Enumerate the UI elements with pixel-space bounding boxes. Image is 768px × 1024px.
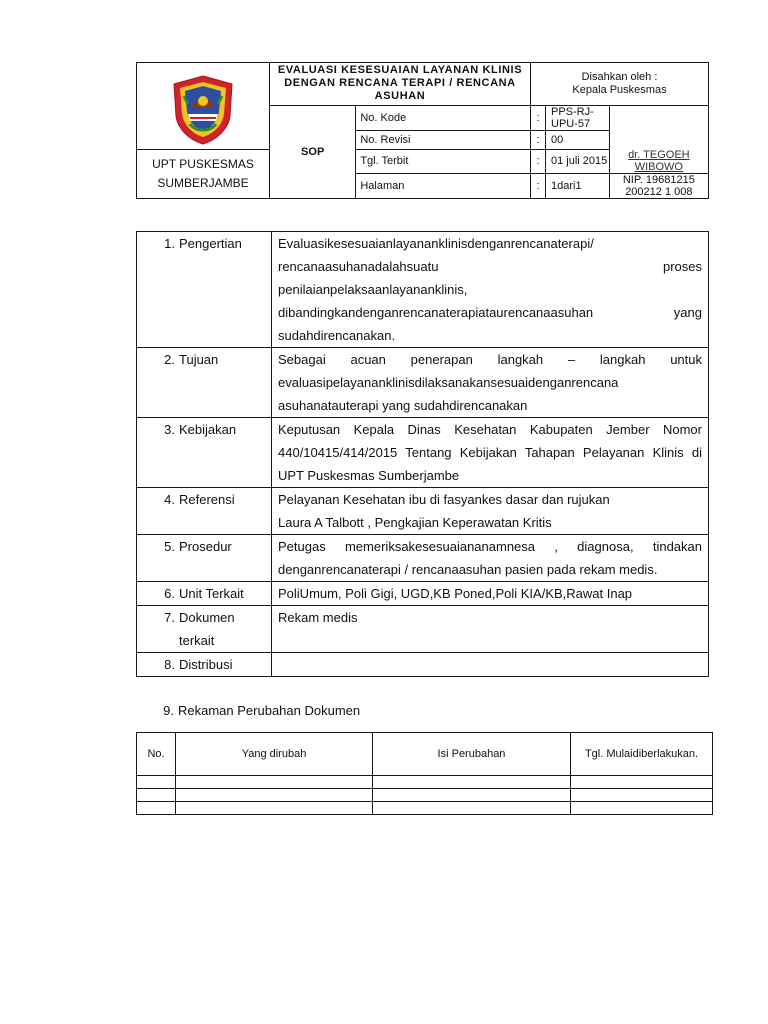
section-row <box>137 348 709 418</box>
text-line: evaluasipelayananklinisdilaksanakansesuaidenganrencana <box>278 375 619 390</box>
approval-cell <box>531 63 709 106</box>
text-line: rencanaasuhanadalahsuatu proses <box>278 259 702 274</box>
column-header-changed: Yang dirubah <box>176 733 373 776</box>
section-row <box>137 488 709 535</box>
section-number: 2. <box>164 352 175 367</box>
section-number: 5. <box>164 539 175 554</box>
regency-emblem-icon <box>170 74 236 146</box>
section-number: 6. <box>164 586 175 601</box>
section-label: Prosedur <box>179 539 232 554</box>
text-line: dibandingkandenganrencanaterapiataurencanaasuhan yang <box>278 305 702 320</box>
meta-label-code: No. Kode <box>356 105 531 130</box>
text-line: penilaianpelaksaanlayananklinis, <box>278 282 468 297</box>
section-row <box>137 418 709 488</box>
logo-cell <box>137 63 270 150</box>
section-label: Referensi <box>179 492 235 507</box>
org-line-2: SUMBERJAMBE <box>157 175 249 190</box>
sop-header-table <box>136 62 709 199</box>
text-line: asuhanatauterapi yang sudahdirencanakan <box>278 398 528 413</box>
text-line: Laura A Talbott , Pengkajian Keperawatan Kritis <box>278 515 552 530</box>
meta-value-revision: 00 <box>546 130 610 149</box>
org-line-1: UPT PUSKESMAS <box>152 156 254 171</box>
signer-name: dr. TEGOEH WIBOWO <box>628 149 690 173</box>
section-row <box>137 232 709 348</box>
table-header-row <box>137 733 713 776</box>
section-number: 9. <box>163 703 174 718</box>
section-number: 3. <box>164 422 175 437</box>
organization-name <box>137 149 270 199</box>
section-label: Kebijakan <box>179 422 237 437</box>
section-number: 4. <box>164 492 175 507</box>
meta-value-issued: 01 juli 2015 <box>546 149 610 174</box>
section-content <box>272 653 709 677</box>
approver-title: Kepala Puskesmas <box>572 83 667 96</box>
signer-nip: NIP. 19681215 200212 1 008 <box>609 174 708 199</box>
text-line: Pelayanan Kesehatan ibu di fasyankes dasar dan rujukan <box>278 492 610 507</box>
meta-label-page: Halaman <box>356 174 531 199</box>
text-line: Sebagai acuan penerapan langkah – langkah untuk <box>278 352 702 367</box>
approved-by-label: Disahkan oleh : <box>581 70 658 83</box>
section-row <box>137 582 709 606</box>
meta-colon: : <box>531 130 546 149</box>
section-number: 1. <box>164 236 175 251</box>
revision-record-heading <box>136 701 360 721</box>
sop-content-table <box>136 231 709 677</box>
section-row <box>137 606 709 653</box>
section-content <box>272 348 709 418</box>
table-row <box>137 789 713 802</box>
section-number: 8. <box>164 657 175 672</box>
sop-label: SOP <box>270 105 356 199</box>
section-content: Petugas memeriksakesesuaiananamnesa , diagnosa, tindakan denganrencanaterapi / rencanaasuhan pasien pada rekam medis. <box>272 535 709 582</box>
section-label: Dokumen <box>179 610 235 625</box>
section-content: PoliUmum, Poli Gigi, UGD,KB Poned,Poli KIA/KB,Rawat Inap <box>272 582 709 606</box>
text-line: sudahdirencanakan. <box>278 328 396 343</box>
column-header-change-content: Isi Perubahan <box>373 733 571 776</box>
text-line: Evaluasikesesuaianlayananklinisdenganrencanaterapi/ <box>278 236 594 251</box>
table-row <box>137 776 713 789</box>
meta-colon: : <box>531 149 546 174</box>
column-header-no: No. <box>137 733 176 776</box>
section-label: terkait <box>179 633 215 648</box>
meta-value-code: PPS-RJ-UPU-57 <box>546 105 610 130</box>
section-number: 7. <box>164 610 175 625</box>
section-label: Pengertian <box>179 236 242 251</box>
section-content <box>272 488 709 535</box>
section-row <box>137 535 709 582</box>
meta-colon: : <box>531 105 546 130</box>
signer-name-cell <box>609 149 708 174</box>
section-label: Distribusi <box>179 657 233 672</box>
column-header-effective-date: Tgl. Mulaidiberlakukan. <box>571 733 713 776</box>
section-label: Unit Terkait <box>179 586 244 601</box>
section-label: Tujuan <box>179 352 219 367</box>
section-label: Rekaman Perubahan Dokumen <box>178 703 361 718</box>
section-content <box>272 232 709 348</box>
meta-colon: : <box>531 174 546 199</box>
section-content: Rekam medis <box>272 606 709 653</box>
table-row <box>137 802 713 815</box>
meta-label-issued: Tgl. Terbit <box>356 149 531 174</box>
section-row <box>137 653 709 677</box>
meta-value-page: 1dari1 <box>546 174 610 199</box>
document-title: EVALUASI KESESUAIAN LAYANAN KLINIS DENGAN RENCANA TERAPI / RENCANA ASUHAN <box>270 63 531 106</box>
section-content: Keputusan Kepala Dinas Kesehatan Kabupaten Jember Nomor 440/10415/414/2015 Tentang Kebijakan Tahapan Pelayanan Klinis di UPT Puskesmas Sumberjambe <box>272 418 709 488</box>
signature-space <box>609 105 708 149</box>
revision-record-table <box>136 732 713 815</box>
meta-label-revision: No. Revisi <box>356 130 531 149</box>
